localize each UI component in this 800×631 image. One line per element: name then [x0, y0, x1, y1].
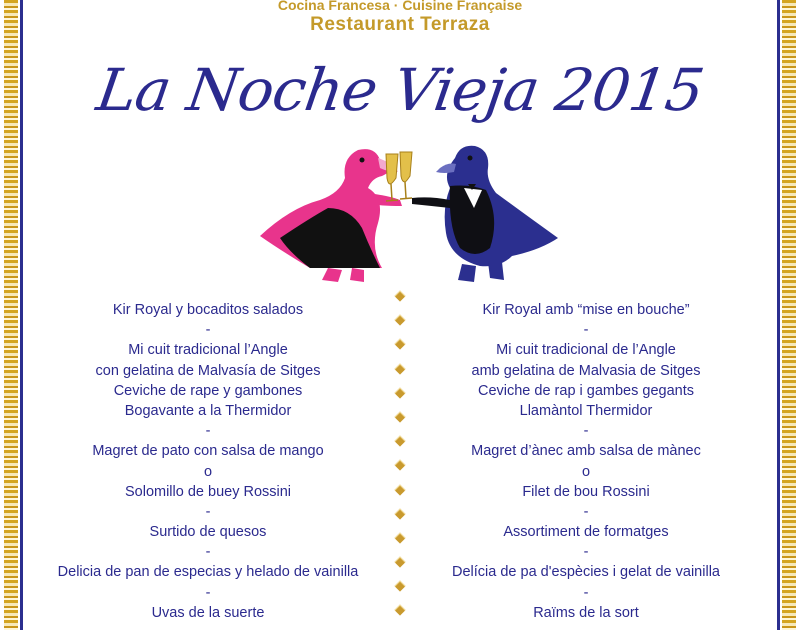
diamond-ornament-icon — [394, 581, 405, 592]
pink-duck-icon — [260, 149, 402, 282]
diamond-ornament-icon — [394, 484, 405, 495]
menu-spanish — [43, 300, 373, 623]
menu-separator: - — [205, 544, 211, 561]
menu-item: Bogavante a la Thermidor — [124, 402, 292, 419]
diamond-ornament-icon — [394, 339, 405, 350]
toasting-ducks-illustration — [250, 138, 570, 288]
cuisine-subtitle: Cocina Francesa · Cuisine Française — [277, 0, 523, 13]
menu-or: o — [203, 463, 213, 480]
menu-separator: - — [205, 584, 211, 601]
menu-item: Raïms de la sort — [533, 604, 639, 621]
menu-item: Mi cuit tradicional l’Angle — [128, 342, 288, 359]
diamond-ornament-icon — [394, 315, 405, 326]
menu-item: Ceviche de rape y gambones — [113, 382, 303, 399]
restaurant-name: Restaurant Terraza — [310, 14, 490, 35]
menu-catalan — [421, 300, 751, 623]
menu-separator: - — [205, 503, 211, 520]
diamond-ornament-icon — [394, 556, 405, 567]
diamond-ornament-icon — [394, 460, 405, 471]
menu-separator: - — [205, 322, 211, 339]
menu-item: Magret d’ànec amb salsa de mànec — [471, 443, 701, 460]
menu-item: Llamàntol Thermidor — [519, 402, 653, 419]
event-title: La Noche Vieja 2015 — [92, 56, 708, 124]
menu-item: Uvas de la suerte — [151, 604, 265, 621]
menu-separator: - — [583, 584, 589, 601]
menu-item: Magret de pato con salsa de mango — [92, 443, 324, 460]
menu-item: Solomillo de buey Rossini — [124, 483, 292, 500]
menu-item: Filet de bou Rossini — [522, 483, 650, 500]
menu-item: amb gelatina de Malvasia de Sitges — [471, 362, 701, 379]
menu-separator: - — [583, 503, 589, 520]
menu-separator: - — [583, 423, 589, 440]
menu-item: Kir Royal amb “mise en bouche” — [482, 302, 690, 318]
menu-item: Delicia de pan de especias y helado de vainilla — [57, 564, 359, 581]
menu-item: Ceviche de rap i gambes gegants — [477, 382, 695, 399]
menu-separator: - — [205, 423, 211, 440]
champagne-glasses-icon — [386, 152, 412, 201]
menu-item: con gelatina de Malvasía de Sitges — [95, 362, 321, 379]
menu-separator: - — [583, 544, 589, 561]
diamond-ornament-icon — [394, 363, 405, 374]
diamond-ornament-icon — [394, 508, 405, 519]
diamond-ornament-icon — [394, 532, 405, 543]
menu-item: Assortiment de formatges — [503, 524, 669, 541]
menu-or: o — [581, 463, 591, 480]
menu-item: Delícia de pa d'espècies i gelat de vainilla — [452, 564, 720, 581]
diamond-ornament-icon — [394, 605, 405, 616]
menu-separator: - — [583, 322, 589, 339]
menu-item: Kir Royal y bocaditos salados — [112, 302, 304, 318]
navy-duck-icon — [412, 146, 558, 282]
diamond-ornament-icon — [394, 387, 405, 398]
diamond-ornament-icon — [394, 435, 405, 446]
menu-item: Surtido de quesos — [149, 524, 267, 541]
diamond-ornament-icon — [394, 290, 405, 301]
diamond-divider — [392, 292, 408, 631]
diamond-ornament-icon — [394, 411, 405, 422]
menu-item: Mi cuit tradicional de l’Angle — [496, 342, 676, 359]
